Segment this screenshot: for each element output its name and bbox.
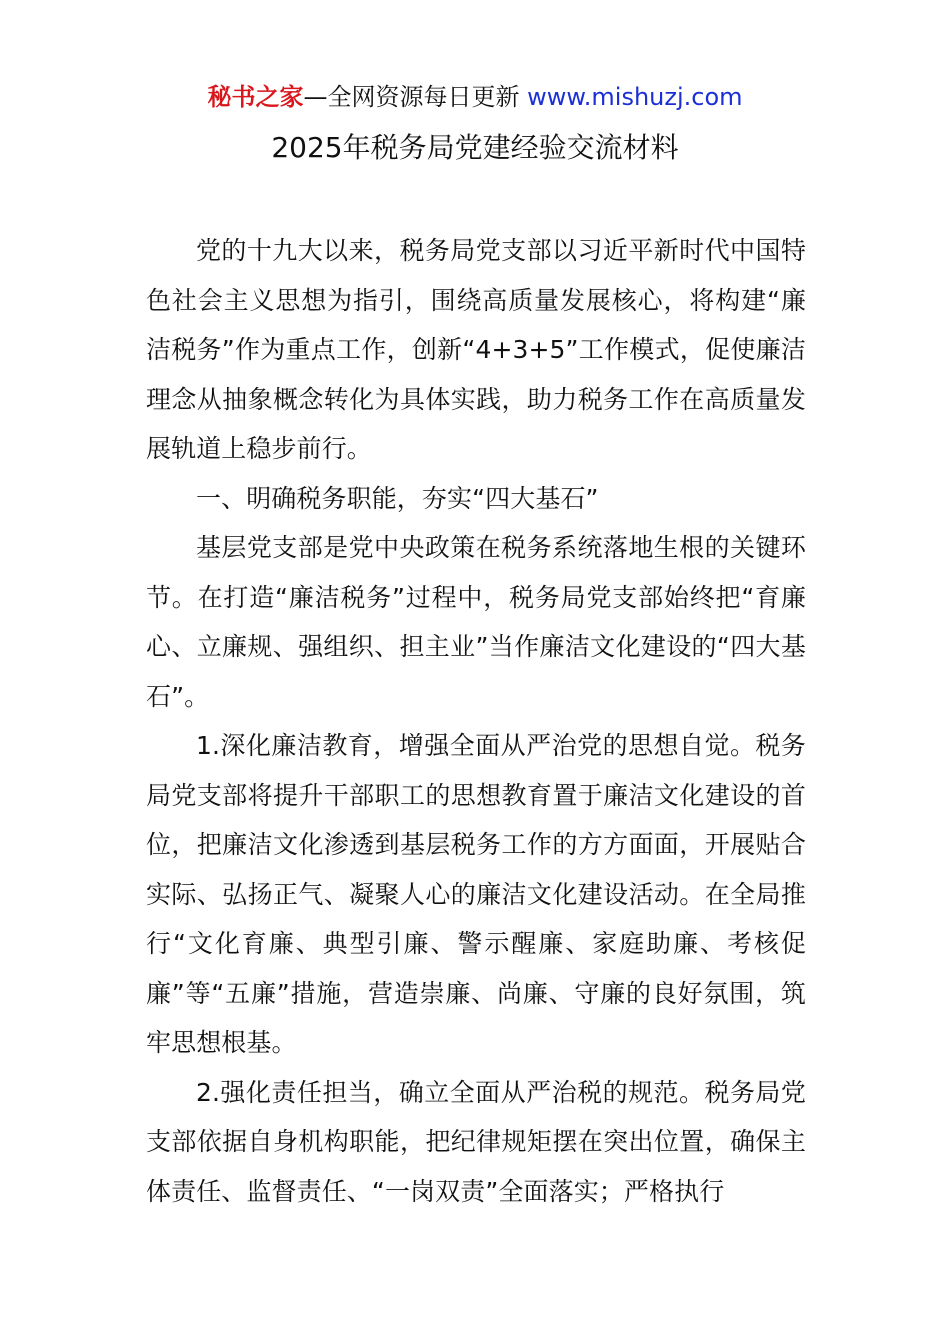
document-title: 2025年税务局党建经验交流材料 — [271, 131, 679, 164]
document-body — [146, 226, 806, 1216]
intro-paragraph: 党的十九大以来，税务局党支部以习近平新时代中国特色社会主义思想为指引，围绕高质量发展核心，将构建“廉洁税务”作为重点工作，创新“4+3+5”工作模式，促使廉洁理念从抽象概念转化为具体实践，助力税务工作在高质量发展轨道上稳步前行。 — [146, 236, 806, 463]
section-1-paragraph: 基层党支部是党中央政策在税务系统落地生根的关键环节。在打造“廉洁税务”过程中，税务局党支部始终把“育廉心、立廉规、强组织、担主业”当作廉洁文化建设的“四大基石”。 — [146, 533, 806, 711]
site-brand: 秘书之家 — [207, 83, 304, 111]
section-heading-1: 一、明确税务职能，夯实“四大基石” — [196, 483, 599, 513]
item-2-paragraph: 2.强化责任担当，确立全面从严治税的规范。税务局党支部依据自身机构职能，把纪律规矩摆在突出位置，确保主体责任、监督责任、“一岗双责”全面落实；严格执行 — [146, 1077, 806, 1206]
site-url-link[interactable]: www.mishuzj.com — [527, 83, 743, 111]
site-header — [0, 80, 950, 114]
site-tagline: —全网资源每日更新 — [303, 83, 520, 111]
item-1-paragraph: 1.深化廉洁教育，增强全面从严治党的思想自觉。税务局党支部将提升干部职工的思想教育置于廉洁文化建设的首位，把廉洁文化渗透到基层税务工作的方方面面，开展贴合实际、弘扬正气、凝聚人心的廉洁文化建设活动。在全局推行“文化育廉、典型引廉、警示醒廉、家庭助廉、考核促廉”等“五廉”措施，营造崇廉、尚廉、守廉的良好氛围，筑牢思想根基。 — [146, 731, 806, 1057]
